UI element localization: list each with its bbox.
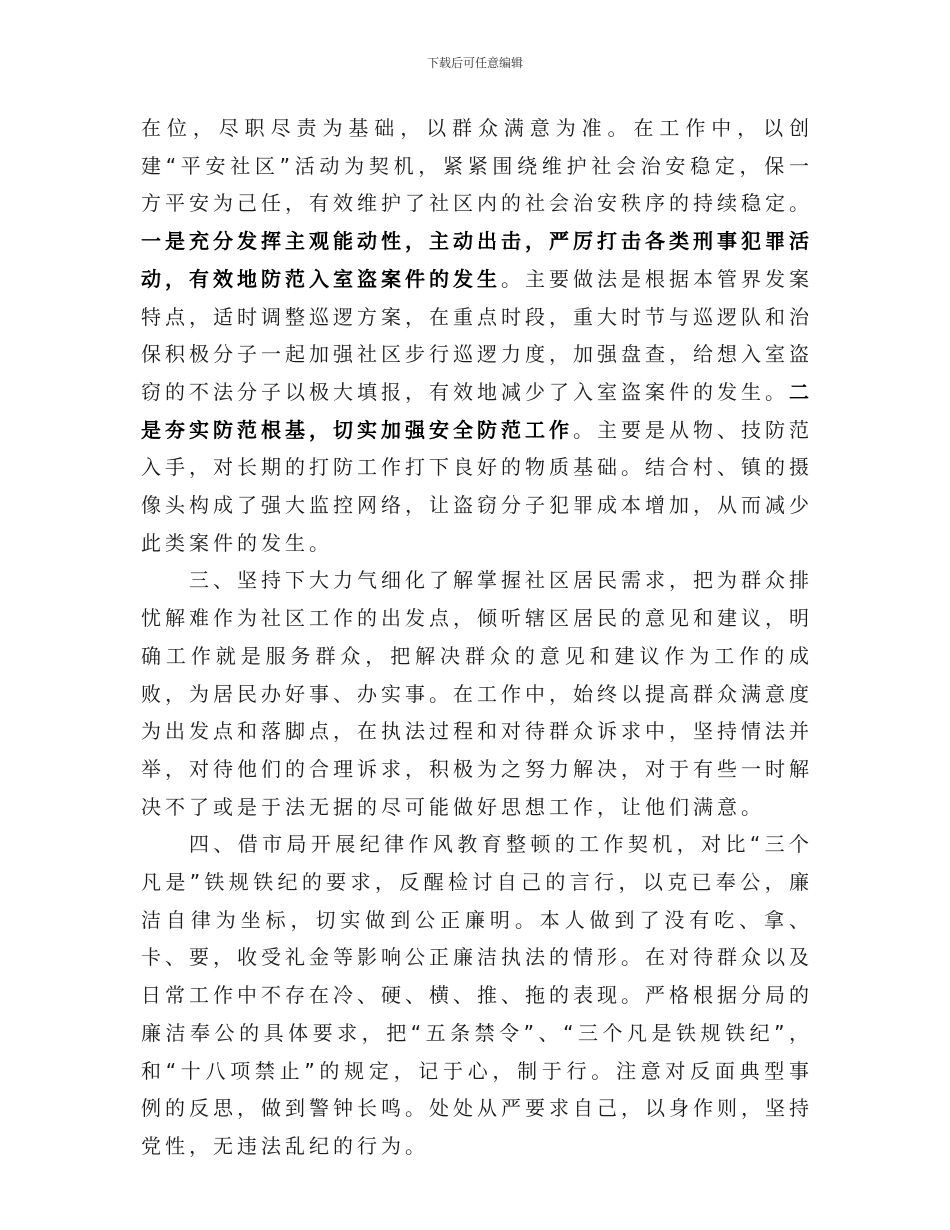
document-body (141, 110, 813, 1166)
paragraph-1-run-3: 。主要做法是根据本管界发案特点，适时调整巡逻方案，在重点时段，重大时节与巡逻队和治保积极分子一起加强社区步行巡逻力度，加强盘查，给想入室盗窃的不法分子以极大填报，有效地减少了入室盗案件的发生。 (141, 266, 813, 404)
paragraph-1-run-1: 在位，尽职尽责为基础，以群众满意为准。在工作中，以创建“平安社区”活动为契机，紧紧围绕维护社会治安稳定，保一方平安为己任，有效维护了社区内的社会治安秩序的持续稳定。 (141, 116, 813, 216)
paragraph-1 (141, 110, 813, 562)
paragraph-1-run-5: 。主要是从物、技防范入手，对长期的打防工作打下良好的物质基础。结合村、镇的摄像头构成了强大监控网络，让盗窃分子犯罪成本增加，从而减少此类案件的发生。 (141, 417, 813, 555)
paragraph-2-run-1: 三、坚持下大力气细化了解掌握社区居民需求，把为群众排忧解难作为社区工作的出发点，倾听辖区居民的意见和建议，明确工作就是服务群众，把解决群众的意见和建议作为工作的成败，为居民办好事、办实事。在工作中，始终以提高群众满意度为出发点和落脚点，在执法过程和对待群众诉求中，坚持情法并举，对待他们的合理诉求，积极为之努力解决，对于有些一时解决不了或是于法无据的尽可能做好思想工作，让他们满意。 (141, 568, 813, 819)
paragraph-2 (141, 562, 813, 826)
paragraph-3-run-1: 四、借市局开展纪律作风教育整顿的工作契机，对比“三个凡是”铁规铁纪的要求，反醒检讨自己的言行，以克已奉公，廉洁自律为坐标，切实做到公正廉明。本人做到了没有吃、拿、卡、要，收受礼金等影响公正廉洁执法的情形。在对待群众以及日常工作中不存在冷、硬、横、推、拖的表现。严格根据分局的廉洁奉公的具体要求，把“五条禁令”、“三个凡是铁规铁纪”，和“十八项禁止”的规定，记于心，制于行。注意对反面典型事例的反思，做到警钟长鸣。处处从严要求自己，以身作则，坚持党性，无违法乱纪的行为。 (141, 832, 813, 1158)
header-note: 下载后可任意编辑 (426, 56, 523, 70)
paragraph-1-bold-run-1: 一是充分发挥主观能动性，主动出击，严厉打击各类刑事犯罪活动，有效地防范入室盗案件的发生 (141, 229, 813, 291)
paragraph-3 (141, 826, 813, 1165)
paragraph-1-bold-run-2: 二是夯实防范根基，切实加强安全防范工作 (141, 379, 813, 442)
